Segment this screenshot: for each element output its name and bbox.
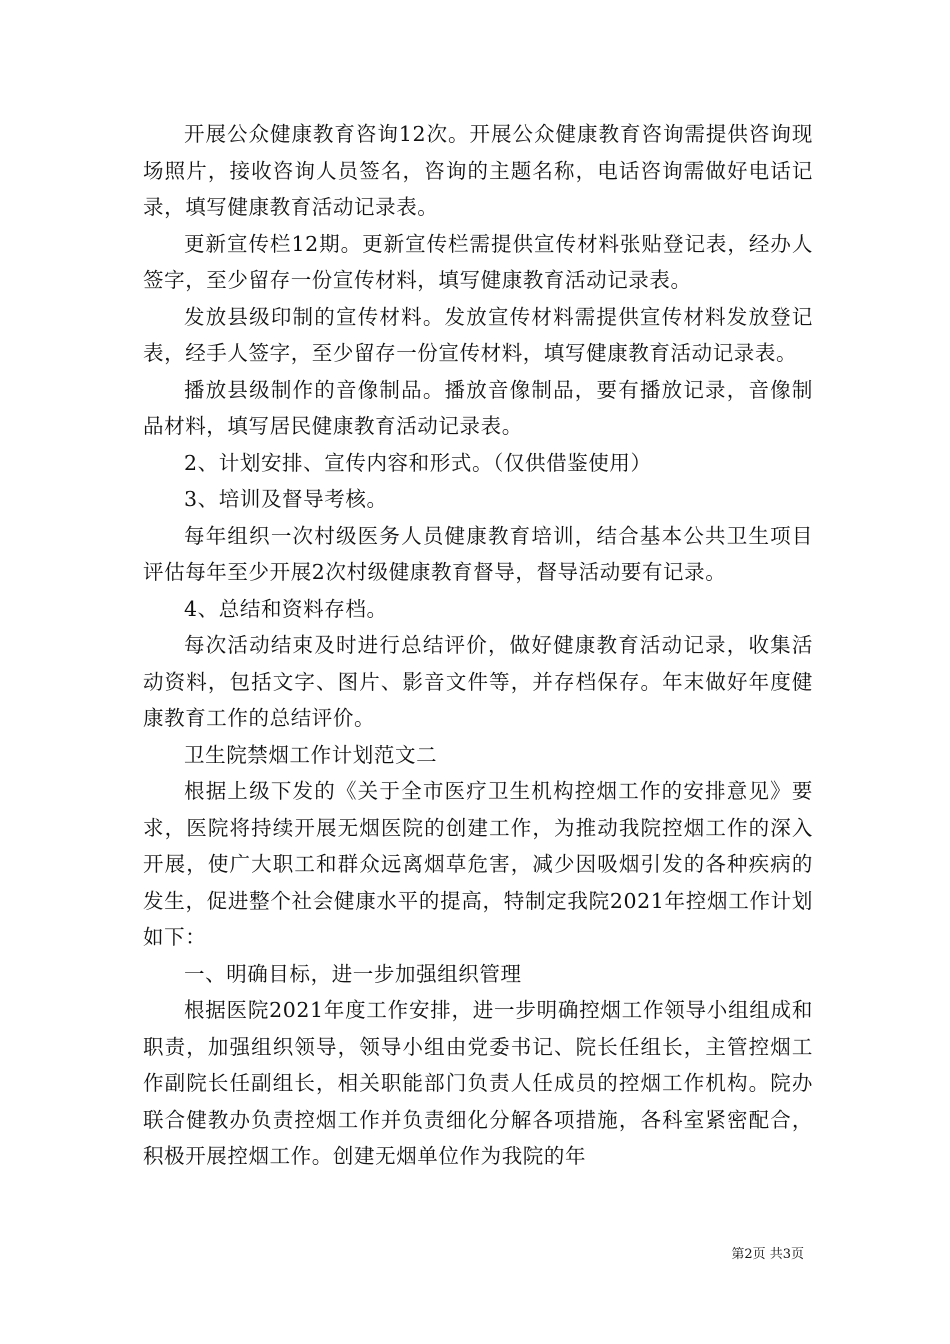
heading-training-supervision: 3、培训及督导考核。 xyxy=(184,487,388,511)
paragraph-health-consultation: 开展公众健康教育咨询12次。开展公众健康教育咨询需提供咨询现场照片，接收咨询人员签名，咨询的主题名称，电话咨询需做好电话记录，填写健康教育活动记录表。 xyxy=(143,122,813,219)
heading-clarify-goals: 一、明确目标，进一步加强组织管理 xyxy=(184,961,522,986)
paragraph-tobacco-control-intro: 根据上级下发的《关于全市医疗卫生机构控烟工作的安排意见》要求，医院将持续开展无烟医院的创建工作，为推动我院控烟工作的深入开展，使广大职工和群众远离烟草危害，减少因吸烟引发的各种疾病的发生，促进整个社会健康水平的提高，特制定我院2021年控烟工作计划如下： xyxy=(143,779,813,949)
page-number-footer: 第2页 共3页 xyxy=(731,1247,804,1262)
paragraph-activity-summary: 每次活动结束及时进行总结评价，做好健康教育活动记录，收集活动资料，包括文字、图片、影音文件等，并存档保存。年末做好年度健康教育工作的总结评价。 xyxy=(143,633,813,730)
paragraph-promo-materials: 发放县级印制的宣传材料。发放宣传材料需提供宣传材料发放登记表，经手人签字，至少留存一份宣传材料，填写健康教育活动记录表。 xyxy=(143,304,813,365)
paragraph-audio-video: 播放县级制作的音像制品。播放音像制品，要有播放记录，音像制品材料，填写居民健康教育活动记录表。 xyxy=(143,377,813,438)
paragraph-bulletin-board: 更新宣传栏12期。更新宣传栏需提供宣传材料张贴登记表，经办人签字，至少留存一份宣传材料，填写健康教育活动记录表。 xyxy=(143,231,813,292)
document-body xyxy=(143,116,813,1175)
paragraph-annual-training: 每年组织一次村级医务人员健康教育培训，结合基本公共卫生项目评估每年至少开展2次村级健康教育督导，督导活动要有记录。 xyxy=(143,523,813,584)
paragraph-organization-management: 根据医院2021年度工作安排，进一步明确控烟工作领导小组组成和职责，加强组织领导，领导小组由党委书记、院长任组长，主管控烟工作副院长任副组长，相关职能部门负责人任成员的控烟工作机构。院办联合健教办负责控烟工作并负责细化分解各项措施，各科室紧密配合，积极开展控烟工作。创建无烟单位作为我院的年 xyxy=(143,998,813,1168)
section-title-sample-two: 卫生院禁烟工作计划范文二 xyxy=(184,742,438,767)
heading-plan-arrangement: 2、计划安排、宣传内容和形式。（仅供借鉴使用） xyxy=(184,450,652,475)
heading-summary-archive: 4、总结和资料存档。 xyxy=(184,596,388,621)
